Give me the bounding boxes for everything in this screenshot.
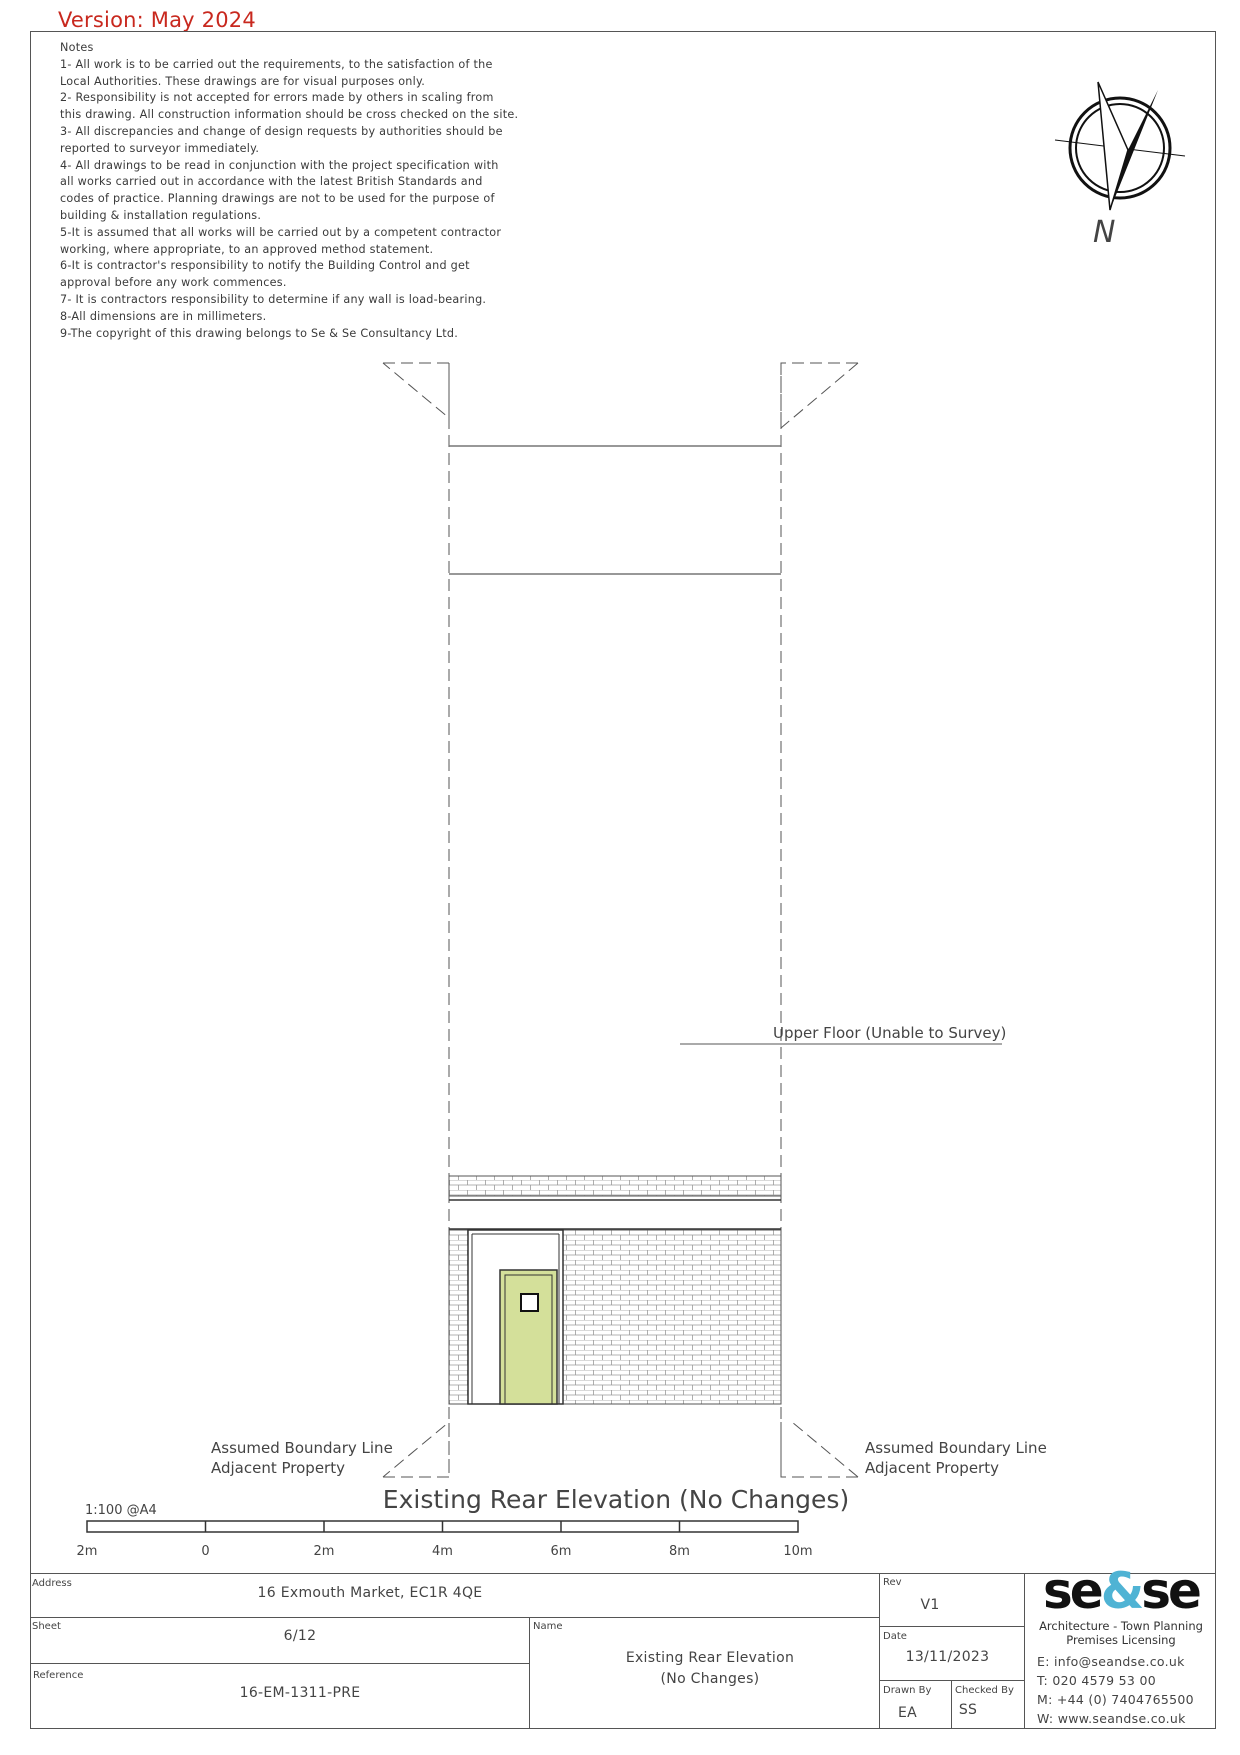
drawn-by-label: Drawn By bbox=[883, 1685, 932, 1696]
note-line: 4- All drawings to be read in conjunction with the project specification with bbox=[60, 158, 499, 172]
top-right-boundary-marker bbox=[781, 363, 858, 418]
scale-tick-label: 10m bbox=[783, 1544, 813, 1559]
note-line: 3- All discrepancies and change of design requests by authorities should be bbox=[60, 124, 503, 138]
date-value: 13/11/2023 bbox=[905, 1649, 990, 1665]
scale-label: 1:100 @A4 bbox=[85, 1503, 157, 1518]
checked-by-label: Checked By bbox=[955, 1685, 1014, 1696]
scale-tick-label: 2m bbox=[313, 1544, 335, 1559]
note-line: 9-The copyright of this drawing belongs to Se & Se Consultancy Ltd. bbox=[60, 326, 459, 340]
note-line: approval before any work commences. bbox=[60, 276, 287, 290]
scale-tick-label: 0 bbox=[201, 1544, 210, 1559]
address-label: Address bbox=[32, 1578, 72, 1589]
boundary-left-line1: Assumed Boundary Line bbox=[211, 1439, 393, 1457]
drawing-title: Existing Rear Elevation (No Changes) bbox=[382, 1485, 850, 1514]
contact-web: W: www.seandse.co.uk bbox=[1037, 1711, 1186, 1726]
note-line: 5-It is assumed that all works will be carried out by a competent contractor bbox=[60, 225, 502, 239]
note-line: this drawing. All construction information should be cross checked on the site. bbox=[60, 108, 519, 122]
boundary-right-line2: Adjacent Property bbox=[865, 1459, 999, 1477]
note-line: Local Authorities. These drawings are for visual purposes only. bbox=[60, 74, 426, 88]
name-line2: (No Changes) bbox=[660, 1671, 760, 1687]
rev-value: V1 bbox=[920, 1597, 940, 1613]
scale-tick-label: 8m bbox=[669, 1544, 690, 1559]
rear-door bbox=[500, 1270, 557, 1404]
checked-by-value: SS bbox=[958, 1702, 978, 1718]
note-line: 8-All dimensions are in millimeters. bbox=[60, 309, 267, 323]
company-brand bbox=[1026, 1563, 1216, 1647]
address-value: 16 Exmouth Market, EC1R 4QE bbox=[257, 1585, 483, 1601]
version-label: Version: May 2024 bbox=[58, 8, 256, 32]
top-left-boundary-marker bbox=[383, 363, 449, 418]
brick-band bbox=[449, 1176, 781, 1196]
note-line: all works carried out in accordance with the latest British Standards and bbox=[60, 175, 483, 189]
notes-heading: Notes bbox=[60, 41, 94, 54]
note-line: 7- It is contractors responsibility to determine if any wall is load-bearing. bbox=[60, 292, 487, 306]
name-line1: Existing Rear Elevation bbox=[625, 1650, 795, 1666]
scale-tick-label: 4m bbox=[432, 1544, 453, 1559]
company-tagline-2: Premises Licensing bbox=[1066, 1633, 1176, 1647]
note-line: 1- All work is to be carried out the requirements, to the satisfaction of the bbox=[60, 57, 493, 71]
date-label: Date bbox=[883, 1631, 907, 1642]
name-label: Name bbox=[533, 1621, 563, 1632]
note-line: reported to surveyor immediately. bbox=[60, 141, 260, 155]
contact-mobile: M: +44 (0) 7404765500 bbox=[1037, 1692, 1194, 1707]
scale-tick-label: 2m bbox=[76, 1544, 98, 1559]
note-line: building & installation regulations. bbox=[60, 208, 262, 222]
note-line: 6-It is contractor's responsibility to notify the Building Control and get bbox=[60, 259, 470, 273]
north-label: N bbox=[1093, 215, 1116, 250]
upper-floor-label: Upper Floor (Unable to Survey) bbox=[773, 1024, 1007, 1042]
bottom-right-boundary-marker bbox=[781, 1422, 858, 1477]
reference-label: Reference bbox=[33, 1670, 84, 1681]
contact-email: E: info@seandse.co.uk bbox=[1037, 1654, 1185, 1669]
reference-value: 16-EM-1311-PRE bbox=[239, 1685, 361, 1701]
sheet-label: Sheet bbox=[32, 1621, 61, 1632]
bottom-left-boundary-marker bbox=[383, 1422, 449, 1477]
door-vision-panel bbox=[521, 1294, 538, 1311]
drawn-by-value: EA bbox=[897, 1705, 918, 1721]
boundary-right-line1: Assumed Boundary Line bbox=[865, 1439, 1047, 1457]
scale-tick-label: 6m bbox=[550, 1544, 572, 1559]
scale-bar bbox=[77, 1521, 813, 1559]
boundary-left-line2: Adjacent Property bbox=[211, 1459, 345, 1477]
rev-label: Rev bbox=[883, 1577, 902, 1588]
sheet-value: 6/12 bbox=[283, 1628, 317, 1644]
note-line: working, where appropriate, to an approved method statement. bbox=[60, 242, 434, 256]
company-logo: se&se bbox=[1043, 1562, 1199, 1620]
note-line: codes of practice. Planning drawings are not to be used for the purpose of bbox=[60, 192, 495, 206]
north-arrow-icon bbox=[1055, 82, 1185, 210]
note-line: 2- Responsibility is not accepted for errors made by others in scaling from bbox=[60, 91, 494, 105]
company-tagline-1: Architecture - Town Planning bbox=[1039, 1619, 1203, 1633]
contact-phone: T: 020 4579 53 00 bbox=[1037, 1673, 1156, 1688]
